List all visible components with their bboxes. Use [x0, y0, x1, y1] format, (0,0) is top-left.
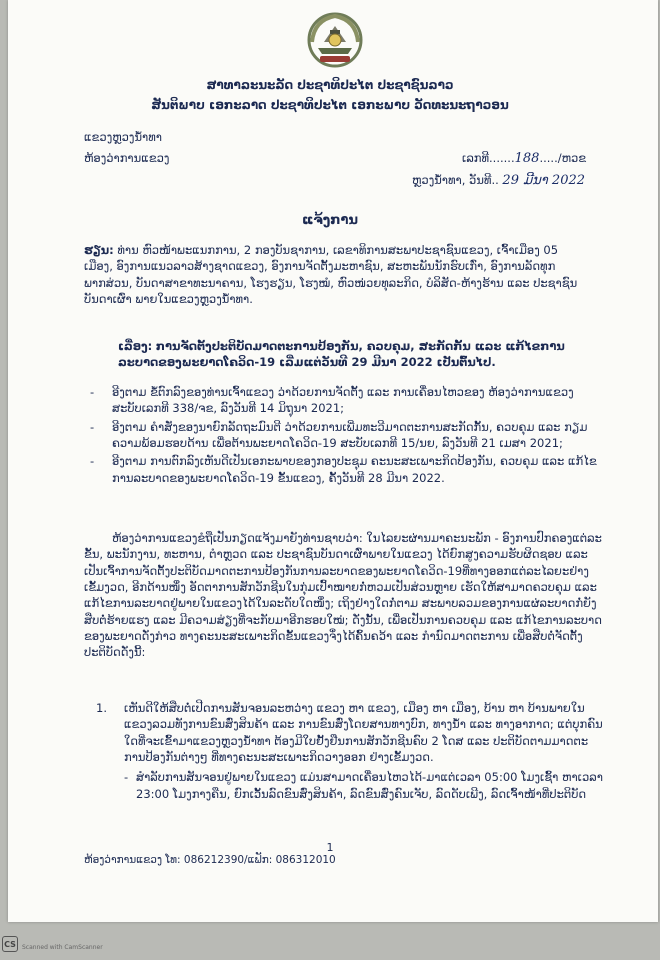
references-list: [84, 384, 600, 488]
office-name: ຫ້ອງວ່າການແຂວງ: [84, 151, 170, 165]
document-date: ຫຼວງນ້ຳທາ, ວັນທີ.. 29 ມີນາ 2022: [412, 173, 586, 188]
subject-block: [118, 338, 588, 371]
list-item: - ອີງຕາມ ການຕົກລົງເຫັນດີເປັນເອກະພາບຂອງກອງປະຊຸມ ຄະນະສະເພາະກິດປ້ອງກັນ, ຄວບຄຸມ ແລະ ແກ້ໄຂການລະບາດຂອງພະຍາດໂຄວິດ-19 ຂັ້ນແຂວງ, ຄັ້ງວັນທີ 28 ມີນາ 2022.: [90, 454, 597, 485]
list-item: - ອີງຕາມ ຂໍ້ຕົກລົງຂອງທ່ານເຈົ້າແຂວງ ວ່າດ້ວຍການຈັດຕັ້ງ ແລະ ການເຄື່ອນໄຫວຂອງ ຫ້ອງວ່າການແຂວງ ສະບັບເລກທີ 338/ຈຂ, ລົງວັນທີ 14 ມິຖຸນາ 2021;: [90, 385, 574, 416]
page-number: 1: [326, 841, 334, 854]
document-number-label: ເລກທີ: [462, 151, 490, 165]
document-number: ເລກທີ.......188...../ຫວຂ: [462, 151, 587, 166]
sub-item: - ສຳລັບການສັນຈອນຢູ່ພາຍໃນແຂວງ ແມ່ນສາມາດເຄື່ອນໄຫວໄດ້-ມາແຕ່ເວລາ 05:00 ໂມງເຊົ້າ ຫາເວລາ 23:00 ໂມງກາງຄືນ, ຍົກເວັ້ນລົດຂົນສົ່ງສິນຄ້າ, ລົດຂົນສົ່ງຄົນເຈັບ, ລົດດັບເພີງ, ລົດເຈົ້າໜ້າທີ່ປະຕິບັດ: [124, 770, 603, 801]
list-item: - ອີງຕາມ ຄຳສັ່ງຂອງນາຍົກລັດຖະມົນຕີ ວ່າດ້ວຍການເພີ່ມທະວີມາດຕະການສະກັດກັ້ນ, ຄວບຄຸມ ແລະ ກຽມຄວາມພ້ອມຮອບດ້ານ ເພື່ອຕ້ານພະຍາດໂຄວິດ-19 ສະບັບເລກທີ 15/ນຍ, ລົງວັນທີ 21 ເມສາ 2021;: [90, 419, 588, 450]
reference-text: ອີງຕາມ ການຕົກລົງເຫັນດີເປັນເອກະພາບຂອງກອງປະຊຸມ ຄະນະສະເພາະກິດປ້ອງກັນ, ຄວບຄຸມ ແລະ ແກ້ໄຂການລະບາດຂອງພະຍາດໂຄວິດ-19 ຂັ້ນແຂວງ, ຄັ້ງວັນທີ 28 ມີນາ 2022.: [112, 454, 597, 485]
subject-label: ເລື່ອງ:: [118, 339, 153, 353]
document-date-value: 29 ມີນາ 2022: [502, 173, 586, 188]
reference-text: ອີງຕາມ ຂໍ້ຕົກລົງຂອງທ່ານເຈົ້າແຂວງ ວ່າດ້ວຍການຈັດຕັ້ງ ແລະ ການເຄື່ອນໄຫວຂອງ ຫ້ອງວ່າການແຂວງ ສະບັບເລກທີ 338/ຈຂ, ລົງວັນທີ 14 ມິຖຸນາ 2021;: [112, 385, 574, 416]
addressee-label: ຮຽນ:: [84, 243, 114, 257]
document-number-suffix: /ຫວຂ: [557, 151, 587, 165]
numbered-item: [96, 700, 606, 802]
item-text: ເຫັນດີໃຫ້ສືບຕໍ່ເປີດການສັນຈອນລະຫວ່າງ ແຂວງ ຫາ ແຂວງ, ເມືອງ ຫາ ເມືອງ, ບ້ານ ຫາ ບ້ານພາຍໃນແຂວງລວມທັງການຂົນສົ່ງສິນຄ້າ ແລະ ການຂົນສົ່ງໂດຍສານທາງບົກ, ທາງນ້ຳ ແລະ ທາງອາກາດ; ແຕ່ບຸກຄົນໃດທີ່ຈະເຂົ້າມາແຂວງຫຼວງນ້ຳທາ ຕ້ອງມີໃບຢັ້ງຢືນການສັກວັກຊີນຄົບ 2 ໂດສ ແລະ ປະຕິບັດຕາມມາດຕະການປ້ອງກັນຕ່າງໆ ທີ່ທາງຄະນະສະເພາະກິດວາງອອກ ຢ່າງເຂັ້ມງວດ.: [124, 701, 603, 764]
item-number: 1.: [96, 701, 107, 715]
province-name: ແຂວງຫຼວງນ້ຳທາ: [84, 130, 162, 144]
addressee-text: ທ່ານ ຫົວໜ້າພະແນກການ, 2 ກອງບັນຊາການ, ເລຂາທິການສະພາປະຊາຊົນແຂວງ, ເຈົ້າເມືອງ 05 ເມືອງ, ອົງການແນວລາວສ້າງຊາດແຂວງ, ອົງການຈັດຕັ້ງມະຫາຊົນ, ສະຫະພັນນັກຮົບເກົ່າ, ອົງການລັດທຸກພາກສ່ວນ, ບັນດາສາຂາທະນາຄານ, ໂຮງຮຽນ, ໂຮງໝໍ, ຫົວໜ່ວຍທຸລະກິດ, ບໍລິສັດ-ຫ້າງຮ້ານ ແລະ ປະຊາຊົນບັນດາເຜົ່າ ພາຍໃນແຂວງຫຼວງນ້ຳທາ.: [84, 243, 578, 306]
subject-text: ການຈັດຕັ້ງປະຕິບັດມາດຕະການປ້ອງກັນ, ຄວບຄຸມ, ສະກັດກັ້ນ ແລະ ແກ້ໄຂການລະບາດຂອງພະຍາດໂຄວິດ-19 ເລີ່ມແຕ່ວັນທີ 29 ມີນາ 2022 ເປັນຕົ້ນໄປ.: [118, 339, 565, 370]
reference-text: ອີງຕາມ ຄຳສັ່ງຂອງນາຍົກລັດຖະມົນຕີ ວ່າດ້ວຍການເພີ່ມທະວີມາດຕະການສະກັດກັ້ນ, ຄວບຄຸມ ແລະ ກຽມຄວາມພ້ອມຮອບດ້ານ ເພື່ອຕ້ານພະຍາດໂຄວິດ-19 ສະບັບເລກທີ 15/ນຍ, ລົງວັນທີ 21 ເມສາ 2021;: [112, 419, 588, 450]
document-number-value: 188: [514, 151, 540, 166]
body-paragraph: ຫ້ອງວ່າການແຂວງຂໍຖືເປັນກຽດແຈ້ງມາຍັງທ່ານຊາບວ່າ: ໃນໄລຍະຜ່ານມາຄະນະພັກ - ອົງການປົກຄອງແຕ່ລະຂັ້ນ, ພະນັກງານ, ທະຫານ, ຕຳຫຼວດ ແລະ ປະຊາຊົນບັນດາເຜົ່າພາຍໃນແຂວງ ໄດ້ຍົກສູງຄວາມຮັບຜິດຊອບ ແລະ ເປັນເຈົ້າການຈັດຕັ້ງປະຕິບັດມາດຕະການປ້ອງກັນການລະບາດຂອງພະຍາດໂຄວິດ-19ທີ່ທາງອອກແຕ່ລະໄລຍະຢ່າງເຂັ້ມງວດ, ອີກດ້ານໜຶ່ງ ອັດຕາການສັກວັກຊີນໃນກຸ່ມເປົ້າໝາຍກໍ່ຫວມເປັນສ່ວນຫຼາຍ ເຮັດໃຫ້ສາມາດຄວບຄຸມ ແລະ ແກ້ໄຂການລະບາດຢູ່ພາຍໃນແຂວງໄດ້ໃນລະດັບໃດໜຶ່ງ; ເຖິງຢ່າງໃດກໍ່ຕາມ ສະພາບລວມຂອງການແຜ່ລະບາດກໍ່ຍັງສືບຕໍ່ຮ້າຍແຮງ ແລະ ມີຄວາມສ່ຽງທີ່ຈະກັບມາອີກຮອບໃໝ່; ດັ່ງນັ້ນ, ເພື່ອເປັນການຄວບຄຸມ ແລະ ແກ້ໄຂການລະບາດຂອງພະຍາດດັ່ງກ່າວ ທາງຄະນະສະເພາະກິດຂັ້ນແຂວງຈຶ່ງໄດ້ຄົ້ນຄວ້າ ແລະ ກຳນົດມາດຕະການ ເພື່ອສືບຕໍ່ຈັດຕັ້ງປະຕິບັດດັ່ງນີ້:: [84, 531, 602, 660]
sub-item-text: ສຳລັບການສັນຈອນຢູ່ພາຍໃນແຂວງ ແມ່ນສາມາດເຄື່ອນໄຫວໄດ້-ມາແຕ່ເວລາ 05:00 ໂມງເຊົ້າ ຫາເວລາ 23:00 ໂມງກາງຄືນ, ຍົກເວັ້ນລົດຂົນສົ່ງສິນຄ້າ, ລົດຂົນສົ່ງຄົນເຈັບ, ລົດດັບເພີງ, ລົດເຈົ້າໜ້າທີ່ປະຕິບັດ: [136, 770, 603, 801]
document-date-label: ຫຼວງນ້ຳທາ, ວັນທີ: [412, 173, 492, 187]
national-emblem-icon: [306, 10, 364, 70]
document-title: ແຈ້ງການ: [302, 213, 358, 228]
footer-contact: ຫ້ອງວ່າການແຂວງ ໂທ: 086212390/ແຟັກ: 086312010: [84, 854, 336, 866]
national-motto: ສັນຕິພາບ ເອກະລາດ ປະຊາທິປະໄຕ ເອກະພາບ ວັດທະນະຖາວອນ: [151, 98, 509, 112]
addressee-block: [84, 242, 584, 307]
camscanner-logo: CS: [2, 936, 18, 952]
scanner-watermark: Scanned with CamScanner: [22, 944, 103, 951]
country-name: ສາທາລະນະລັດ ປະຊາທິປະໄຕ ປະຊາຊົນລາວ: [206, 78, 454, 92]
